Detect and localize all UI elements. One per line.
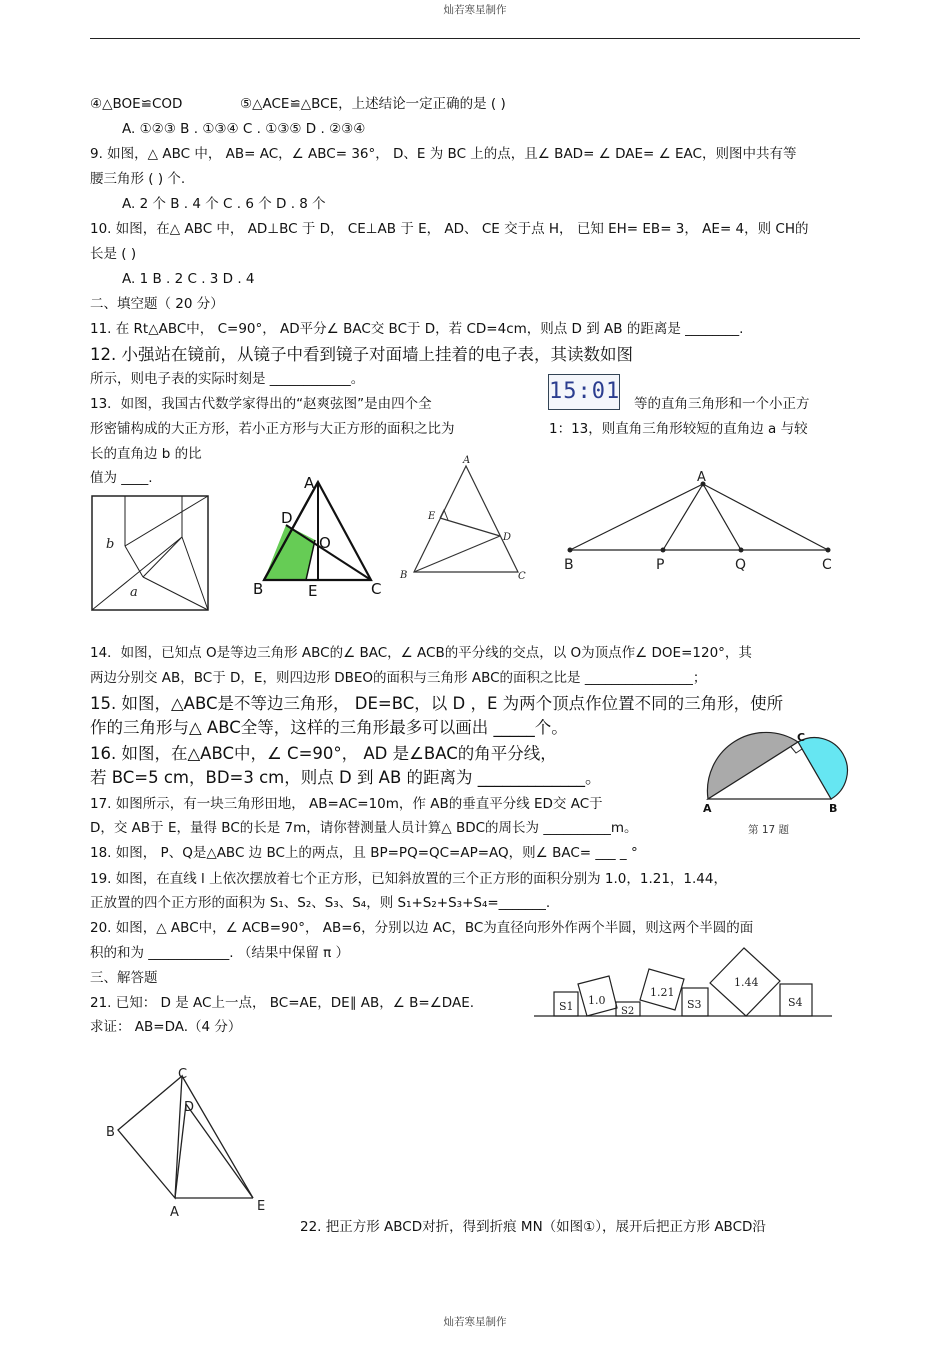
squares-on-line-figure — [532, 944, 836, 1020]
label-D: D — [184, 1100, 195, 1115]
text-line: 14．如图，已知点 O是等边三角形 ABC的∠ BAC，∠ ACB的平分线的交点，以 O为顶点作∠ DOE=120°，其 — [90, 645, 752, 661]
label-B: B — [400, 570, 408, 581]
text-line: 若 BC=5 cm，BD=3 cm，则点 D 到 AB 的距离为 _____________。 — [90, 768, 602, 787]
triangle-bpqc-figure — [556, 470, 846, 576]
text-line: 1：13，则直角三角形较短的直角边 a 与较 — [549, 421, 808, 437]
figure-caption: 第 17 题 — [748, 824, 790, 836]
text-line: 值为 ____. — [90, 470, 153, 486]
text-line: 腰三角形 ( ) 个. — [90, 171, 186, 187]
label-P: P — [656, 557, 665, 573]
header-rule — [90, 38, 860, 39]
text-line: 20. 如图，△ ABC中，∠ ACB=90°， AB=6，分别以边 AC，BC为直径向形外作两个半圆，则这两个半圆的面 — [90, 920, 754, 936]
equilateral-triangle-figure — [250, 470, 385, 602]
section-heading: 二、填空题（ 20 分） — [90, 296, 224, 312]
label-A: A — [703, 802, 712, 815]
triangle-proof-figure — [100, 1060, 280, 1220]
text-line: ⑤△ACE≌△BCE，上述结论一定正确的是 ( ) — [240, 96, 506, 112]
label-A: A — [697, 470, 706, 485]
semicircles-figure — [700, 720, 850, 818]
label-a: a — [130, 585, 138, 600]
page-footer: 灿若寒星制作 — [443, 1316, 507, 1328]
section-heading: 三、解答题 — [90, 970, 158, 986]
digital-clock-image: 15:01 — [548, 374, 620, 410]
text-line: 长的直角边 b 的比 — [90, 446, 202, 462]
label-D: D — [503, 532, 512, 543]
label-C: C — [178, 1067, 188, 1082]
text-line: 两边分别交 AB，BC于 D，E，则四边形 DBEO的面积与三角形 ABC的面积之比是 ________________； — [90, 670, 707, 686]
label-E: E — [428, 511, 436, 522]
label-B: B — [564, 557, 574, 573]
label-S4: S4 — [788, 996, 803, 1009]
text-line: 11. 在 Rt△ABC中， C=90°， AD平分∠ BAC交 BC于 D，若 CD=4cm，则点 D 到 AB 的距离是 ________. — [90, 321, 744, 337]
label-D: D — [281, 509, 293, 527]
label-C: C — [518, 571, 526, 582]
label-Q: Q — [735, 557, 747, 573]
label-A: A — [304, 474, 315, 492]
text-line: 16. 如图，在△ABC中，∠ C=90°， AD 是∠BAC的角平分线， — [90, 744, 557, 763]
text-line: A. 1 B . 2 C . 3 D . 4 — [122, 271, 255, 287]
text-line: 积的和为 ____________. （结果中保留 π ） — [90, 945, 350, 961]
label-O: O — [319, 534, 331, 552]
label-S1: S1 — [559, 1000, 574, 1013]
zhao-shuang-diagram — [88, 492, 214, 616]
text-line: D，交 AB于 E，量得 BC的长是 7m，请你替测量人员计算△ BDC的周长为 __________m。 — [90, 820, 638, 836]
text-line: 22. 把正方形 ABCD对折，得到折痕 MN（如图①），展开后把正方形 ABCD沿 — [300, 1219, 766, 1235]
text-line: A. ①②③ B . ①③④ C . ①③⑤ D . ②③④ — [122, 121, 366, 137]
text-line: 作的三角形与△ ABC全等，这样的三角形最多可以画出 _____个。 — [90, 718, 568, 737]
label-C: C — [371, 580, 382, 598]
text-line: 形密铺构成的大正方形，若小正方形与大正方形的面积之比为 — [90, 421, 455, 437]
text-line: 长是 ( ) — [90, 246, 137, 262]
text-line: 正放置的四个正方形的面积为 S₁、S₂、S₃、S₄，则 S₁+S₂+S₃+S₄=_______. — [90, 895, 551, 911]
text-line: A. 2 个 B . 4 个 C . 6 个 D . 8 个 — [122, 196, 326, 212]
text-line: ④△BOE≌COD — [90, 96, 183, 112]
label-E: E — [257, 1199, 266, 1214]
label-B: B — [829, 802, 838, 815]
text-line: 21. 已知： D 是 AC上一点， BC=AE，DE∥ AB，∠ B=∠DAE. — [90, 995, 475, 1011]
label-1-44: 1.44 — [734, 976, 759, 989]
label-C: C — [797, 731, 806, 744]
text-line: 求证： AB=DA.（4 分） — [90, 1019, 242, 1035]
text-line: 9. 如图，△ ABC 中， AB= AC，∠ ABC= 36°， D、E 为 BC 上的点，且∠ BAD= ∠ DAE= ∠ EAC，则图中共有等 — [90, 146, 797, 162]
page-header: 灿若寒星制作 — [443, 4, 507, 16]
label-C: C — [822, 557, 832, 573]
label-E: E — [308, 582, 318, 600]
label-B: B — [106, 1125, 115, 1140]
text-line: 17. 如图所示，有一块三角形田地， AB=AC=10m，作 AB的垂直平分线 ED交 AC于 — [90, 796, 603, 812]
label-A: A — [463, 455, 471, 466]
label-b: b — [106, 537, 115, 552]
label-S2: S2 — [621, 1006, 635, 1017]
label-1-21: 1.21 — [650, 986, 675, 999]
text-line: 10. 如图，在△ ABC 中， AD⊥BC 于 D， CE⊥AB 于 E， AD、 CE 交于点 H， 已知 EH= EB= 3， AE= 4，则 CH的 — [90, 221, 809, 237]
label-1-0: 1.0 — [588, 994, 606, 1007]
text-line: 13．如图，我国古代数学家得出的“赵爽弦图”是由四个全 — [90, 396, 432, 412]
text-line: 所示，则电子表的实际时刻是 ____________。 — [90, 371, 365, 387]
label-S3: S3 — [687, 998, 702, 1011]
text-line: 18. 如图， P、Q是△ABC 边 BC上的两点，且 BP=PQ=QC=AP=AQ，则∠ BAC= ___ _ ° — [90, 845, 638, 861]
text-line: 等的直角三角形和一个小正方 — [634, 396, 810, 412]
label-B: B — [253, 580, 264, 598]
text-line: 15. 如图，△ABC是不等边三角形， DE=BC，以 D ，E 为两个顶点作位置不同的三角形，使所 — [90, 694, 784, 713]
text-line: 19. 如图，在直线 l 上依次摆放着七个正方形，已知斜放置的三个正方形的面积分别为 1.0，1.21，1.44， — [90, 871, 727, 887]
label-A: A — [170, 1205, 179, 1220]
triangle-altitude-figure — [396, 452, 531, 584]
text-line: 12. 小强站在镜前，从镜子中看到镜子对面墙上挂着的电子表，其读数如图 — [90, 345, 633, 364]
